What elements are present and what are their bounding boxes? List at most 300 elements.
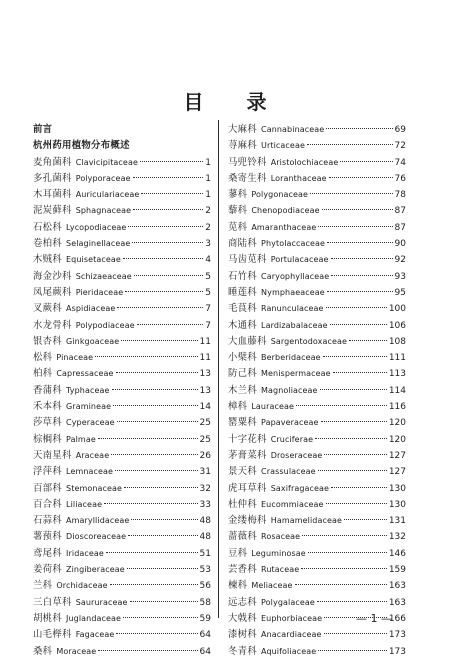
toc-entry[interactable] [228,432,406,448]
dot-leader [141,193,203,194]
family-chinese-name: 天南星科 [33,449,72,461]
page-number: — 1 — [356,612,392,625]
toc-entry[interactable] [33,497,211,513]
family-latin-name: Amaranthaceae [251,222,317,232]
family-latin-name: Moraceae [56,646,97,656]
family-latin-name: Zingiberaceae [66,565,125,575]
page-ref: 106 [388,320,406,331]
family-latin-name: Saururaceae [75,597,128,607]
toc-entry[interactable] [33,220,211,236]
toc-entry[interactable] [228,203,406,219]
family-latin-name: Equisetaceae [66,255,121,265]
family-latin-name: Aspidiaceae [66,304,116,314]
family-latin-name: Euphorbiaceae [261,613,323,623]
toc-entry[interactable] [228,399,406,415]
dot-leader [140,161,203,162]
toc-entry[interactable] [33,399,211,415]
family-chinese-name: 茅膏菜科 [228,449,267,461]
page-ref: 7 [205,320,211,331]
family-chinese-name: 叉蕨科 [33,303,63,315]
page-ref: 26 [199,450,211,461]
toc-entry[interactable] [33,155,211,171]
family-latin-name: Liliaceae [66,499,103,509]
toc-entry[interactable] [33,546,211,562]
toc-entry[interactable] [228,578,406,594]
page-ref: 1 [205,190,211,201]
page-ref: 92 [394,255,406,266]
page-ref: 2 [205,222,211,233]
dot-leader [95,356,197,357]
toc-entry[interactable] [228,595,406,611]
toc-entry[interactable] [33,529,211,545]
page-ref: 87 [394,206,406,217]
family-chinese-name: 桑科 [33,645,53,657]
page-ref: 31 [199,467,211,478]
toc-entry[interactable] [33,285,211,301]
family-latin-name: Rosaceae [261,532,301,542]
dot-leader [329,177,393,178]
toc-entry[interactable] [228,252,406,268]
family-latin-name: Eucommiaceae [261,499,324,509]
page-ref: 1 [205,173,211,184]
family-chinese-name: 柏科 [33,368,53,380]
toc-entry[interactable] [33,171,211,187]
family-latin-name: Lemnaceae [66,467,114,477]
toc-entry[interactable] [33,644,211,660]
dot-leader [132,242,203,243]
toc-entry[interactable] [33,513,211,529]
family-latin-name: Berberidaceae [261,353,321,363]
toc-left-list [33,155,211,660]
page-ref: 58 [199,597,211,608]
family-chinese-name: 漆树科 [228,629,258,641]
family-latin-name: Clavicipitaceae [75,157,138,167]
family-latin-name: Iridaceae [66,548,104,558]
toc-heading-preface[interactable] [33,122,211,138]
dot-leader [302,535,387,536]
toc-entry[interactable] [228,220,406,236]
front-matter [33,122,211,155]
family-chinese-name: 莎草科 [33,417,63,429]
dot-leader [331,258,393,259]
family-chinese-name: 香蒲科 [33,384,63,396]
dot-leader [318,470,387,471]
page-ref: 1 [205,157,211,168]
family-chinese-name: 石松科 [33,221,63,233]
dot-leader [104,503,197,504]
toc-entry[interactable] [228,415,406,431]
family-chinese-name: 豆科 [228,547,248,559]
toc-entry[interactable] [33,562,211,578]
family-latin-name: Meliaceae [251,581,293,591]
page-ref: 127 [388,450,406,461]
family-latin-name: Aristolochiaceae [270,157,339,167]
toc-entry[interactable] [228,513,406,529]
toc-entry[interactable] [33,301,211,317]
page-ref: 7 [205,304,211,315]
toc-entry[interactable] [33,252,211,268]
family-chinese-name: 远志科 [228,596,258,608]
family-latin-name: Araceae [75,450,110,460]
family-chinese-name: 樟科 [228,401,248,413]
dot-leader [116,372,198,373]
page-ref: 116 [388,402,406,413]
dot-leader [110,584,198,585]
family-chinese-name: 银杏科 [33,335,63,347]
family-chinese-name: 鸢尾科 [33,547,63,559]
page-ref: 13 [199,385,211,396]
dot-leader [344,519,387,520]
family-chinese-name: 木兰科 [228,384,258,396]
page-title: 目 录 [183,90,285,114]
dot-leader [333,372,387,373]
page-ref: 5 [205,271,211,282]
page-ref: 2 [205,206,211,217]
toc-entry[interactable] [33,432,211,448]
family-latin-name: Menispermaceae [261,369,331,379]
page-ref: 13 [199,369,211,380]
family-latin-name: Crassulaceae [261,467,316,477]
family-chinese-name: 兰科 [33,580,53,592]
family-latin-name: Caryophyllaceae [261,271,330,281]
page-ref: 100 [388,304,406,315]
dot-leader [349,340,387,341]
dot-leader [125,291,203,292]
toc-entry[interactable] [228,627,406,643]
family-latin-name: Cruciferae [270,434,314,444]
dot-leader [116,633,197,634]
family-latin-name: Pieridaceae [75,287,124,297]
family-latin-name: Pinaceae [56,353,94,363]
family-chinese-name: 卷柏科 [33,238,63,250]
family-latin-name: Sphagnaceae [75,206,132,216]
family-chinese-name: 胡桃科 [33,612,63,624]
family-latin-name: Amaryllidaceae [66,516,130,526]
dot-leader [134,275,204,276]
family-chinese-name: 芸香科 [228,564,258,576]
family-chinese-name: 杜仲科 [228,498,258,510]
page-ref: 56 [199,581,211,592]
dot-leader [98,438,198,439]
toc-entry[interactable] [33,481,211,497]
page-ref: 108 [388,336,406,347]
toc-entry[interactable] [228,334,406,350]
family-latin-name: Magnoliaceae [261,385,318,395]
family-latin-name: Rutaceae [261,565,300,575]
page-ref: 14 [199,402,211,413]
family-latin-name: Lycopodiaceae [66,222,127,232]
dot-leader [326,128,392,129]
dot-leader [321,421,387,422]
toc-entry[interactable] [228,481,406,497]
heading-text: 前言 [33,124,53,135]
page-ref: 33 [199,499,211,510]
family-latin-name: Phytolaccaceae [261,239,326,249]
dot-leader [133,209,203,210]
family-chinese-name: 毛茛科 [228,303,258,315]
page-ref: 90 [394,239,406,250]
family-latin-name: Auriculariaceae [75,190,140,200]
dot-leader [123,258,203,259]
page-ref: 74 [394,157,406,168]
family-latin-name: Lauraceae [251,402,295,412]
dot-leader [124,487,197,488]
family-chinese-name: 麦角菌科 [33,156,72,168]
family-latin-name: Juglandaceae [66,613,122,623]
family-latin-name: Chenopodiaceae [251,206,320,216]
dot-leader [318,226,392,227]
dot-leader [117,421,198,422]
family-chinese-name: 泥炭藓科 [33,205,72,217]
family-latin-name: Lardizabalaceae [261,320,328,330]
family-chinese-name: 大麻科 [228,124,258,135]
dot-leader [131,519,197,520]
toc-entry[interactable] [33,448,211,464]
dot-leader [301,568,387,569]
page-ref: 146 [388,548,406,559]
family-chinese-name: 金缕梅科 [228,515,267,527]
family-latin-name: Fagaceae [75,630,115,640]
toc-entry[interactable] [228,171,406,187]
family-chinese-name: 石蒜科 [33,515,63,527]
page-ref: 132 [388,532,406,543]
family-chinese-name: 木贼科 [33,254,63,266]
toc-entry[interactable] [228,187,406,203]
page-ref: 25 [199,434,211,445]
page-ref: 166 [388,613,406,624]
page-ref: 93 [394,271,406,282]
page-ref: 78 [394,190,406,201]
family-chinese-name: 薯蓣科 [33,531,63,543]
family-chinese-name: 木通科 [228,319,258,331]
toc-entry[interactable] [228,138,406,154]
dot-leader [112,389,198,390]
toc-entry[interactable] [33,627,211,643]
family-latin-name: Orchidaceae [56,581,108,591]
toc-entry[interactable] [228,350,406,366]
family-chinese-name: 苋科 [228,221,248,233]
page-ref: 25 [199,418,211,429]
family-latin-name: Polypodiaceae [75,320,135,330]
page-ref: 59 [199,613,211,624]
dot-leader [326,503,387,504]
family-chinese-name: 荨麻科 [228,140,258,152]
family-chinese-name: 藜科 [228,205,248,217]
family-chinese-name: 蔷薇科 [228,531,258,543]
toc-entry[interactable] [228,562,406,578]
toc-entry[interactable] [228,236,406,252]
page-ref: 32 [199,483,211,494]
family-latin-name: Cannabinaceae [261,125,325,134]
toc-entry[interactable] [228,269,406,285]
dot-leader [331,275,392,276]
dot-leader [310,193,393,194]
family-chinese-name: 水龙骨科 [33,319,72,331]
toc-entry[interactable] [228,366,406,382]
page-ref: 173 [388,630,406,641]
toc-entry[interactable] [33,578,211,594]
family-chinese-name: 睡莲科 [228,286,258,298]
page-ref: 131 [388,516,406,527]
family-chinese-name: 马齿苋科 [228,254,267,266]
dot-leader [307,144,393,145]
page-ref: 173 [388,646,406,657]
family-latin-name: Urticaceae [261,141,305,151]
toc-entry[interactable] [228,383,406,399]
toc-left-column [33,122,211,660]
dot-leader [327,242,392,243]
family-latin-name: Leguminosae [251,548,306,558]
toc-entry[interactable] [33,611,211,627]
dot-leader [137,324,204,325]
toc-entry[interactable] [228,546,406,562]
page-ref: 163 [388,581,406,592]
page-ref: 72 [394,141,406,152]
toc-right-column [228,122,406,660]
page-ref: 4 [205,255,211,266]
family-latin-name: Droseraceae [270,450,323,460]
family-latin-name: Portulacaceae [270,255,329,265]
family-chinese-name: 姜荷科 [33,564,63,576]
page-ref: 120 [388,434,406,445]
toc-entry[interactable] [33,187,211,203]
page-ref: 163 [388,597,406,608]
dot-leader [331,487,387,488]
toc-entry[interactable] [33,464,211,480]
family-chinese-name: 禾本科 [33,401,63,413]
toc-entry[interactable] [228,122,406,138]
toc-entry[interactable] [33,318,211,334]
family-chinese-name: 商陆科 [228,238,258,250]
toc-entry[interactable] [228,155,406,171]
page-ref: 53 [199,565,211,576]
page-ref: 114 [388,385,406,396]
family-chinese-name: 大戟科 [228,612,258,624]
dot-leader [295,584,387,585]
page-ref: 48 [199,532,211,543]
toc-entry[interactable] [228,285,406,301]
toc-entry[interactable] [228,529,406,545]
family-latin-name: Polyporaceae [75,173,131,183]
toc-entry[interactable] [33,203,211,219]
toc-heading-overview[interactable] [33,138,211,154]
page-ref: 76 [394,173,406,184]
family-latin-name: Polygalaceae [261,597,315,607]
dot-leader [322,209,393,210]
page-ref: 95 [394,287,406,298]
family-chinese-name: 松科 [33,352,53,364]
page-ref: 130 [388,499,406,510]
page-ref: 3 [205,239,211,250]
family-latin-name: Dioscoreaceae [66,532,127,542]
dot-leader [127,568,198,569]
family-chinese-name: 百部科 [33,482,63,494]
family-chinese-name: 石竹科 [228,270,258,282]
toc-entry[interactable] [228,318,406,334]
family-latin-name: Ranunculaceae [261,304,324,314]
page-ref: 127 [388,467,406,478]
page-ref: 11 [199,353,211,364]
family-latin-name: Hamamelidaceae [270,516,343,526]
dot-leader [326,307,387,308]
family-chinese-name: 木耳菌科 [33,189,72,201]
toc-entry[interactable] [33,366,211,382]
family-latin-name: Typhaceae [66,385,110,395]
dot-leader [128,535,197,536]
family-latin-name: Sargentodoxaceae [270,336,348,346]
family-chinese-name: 大血藤科 [228,335,267,347]
family-latin-name: Gramineae [66,402,112,412]
family-latin-name: Cyperaceae [66,418,115,428]
page-ref: 120 [388,418,406,429]
family-chinese-name: 海金沙科 [33,270,72,282]
family-chinese-name: 山毛榉科 [33,629,72,641]
dot-leader [324,633,387,634]
dot-leader [111,454,197,455]
family-chinese-name: 浮萍科 [33,466,63,478]
toc-entry[interactable] [228,497,406,513]
column-divider [218,120,219,618]
dot-leader [130,601,198,602]
family-chinese-name: 十字花科 [228,433,267,445]
dot-leader [308,552,387,553]
family-latin-name: Aquifoliaceae [261,646,317,656]
dot-leader [117,307,203,308]
family-latin-name: Saxifragaceae [270,483,330,493]
family-latin-name: Papaveraceae [261,418,319,428]
toc-entry[interactable] [228,448,406,464]
family-chinese-name: 蓼科 [228,189,248,201]
toc-right-list [228,122,406,660]
page-ref: 159 [388,565,406,576]
dot-leader [115,470,197,471]
family-chinese-name: 多孔菌科 [33,172,72,184]
dot-leader [317,601,387,602]
dot-leader [324,454,386,455]
toc-entry[interactable] [228,301,406,317]
family-chinese-name: 冬青科 [228,645,258,657]
page-ref: 64 [199,646,211,657]
toc-entry[interactable] [33,236,211,252]
dot-leader [113,405,197,406]
dot-leader [296,405,387,406]
family-chinese-name: 景天科 [228,466,258,478]
toc-entry[interactable] [228,644,406,660]
toc-entry[interactable] [33,595,211,611]
toc-entry[interactable] [33,383,211,399]
toc-entry[interactable] [33,334,211,350]
page-ref: 48 [199,516,211,527]
page-ref: 5 [205,287,211,298]
family-latin-name: Stemonaceae [66,483,123,493]
toc-entry[interactable] [33,350,211,366]
heading-text: 杭州药用植物分布概述 [33,140,130,152]
dot-leader [123,617,197,618]
family-latin-name: Schizaeaceae [75,271,132,281]
family-latin-name: Loranthaceae [270,173,327,183]
page-ref: 11 [199,336,211,347]
family-latin-name: Anacardiaceae [261,630,322,640]
toc-entry[interactable] [228,464,406,480]
family-chinese-name: 虎耳草科 [228,482,267,494]
toc-entry[interactable] [33,415,211,431]
page-ref: 69 [394,125,406,135]
family-chinese-name: 桑寄生科 [228,172,267,184]
dot-leader [315,438,387,439]
toc-entry[interactable] [33,269,211,285]
dot-leader [323,356,387,357]
page-ref: 64 [199,630,211,641]
